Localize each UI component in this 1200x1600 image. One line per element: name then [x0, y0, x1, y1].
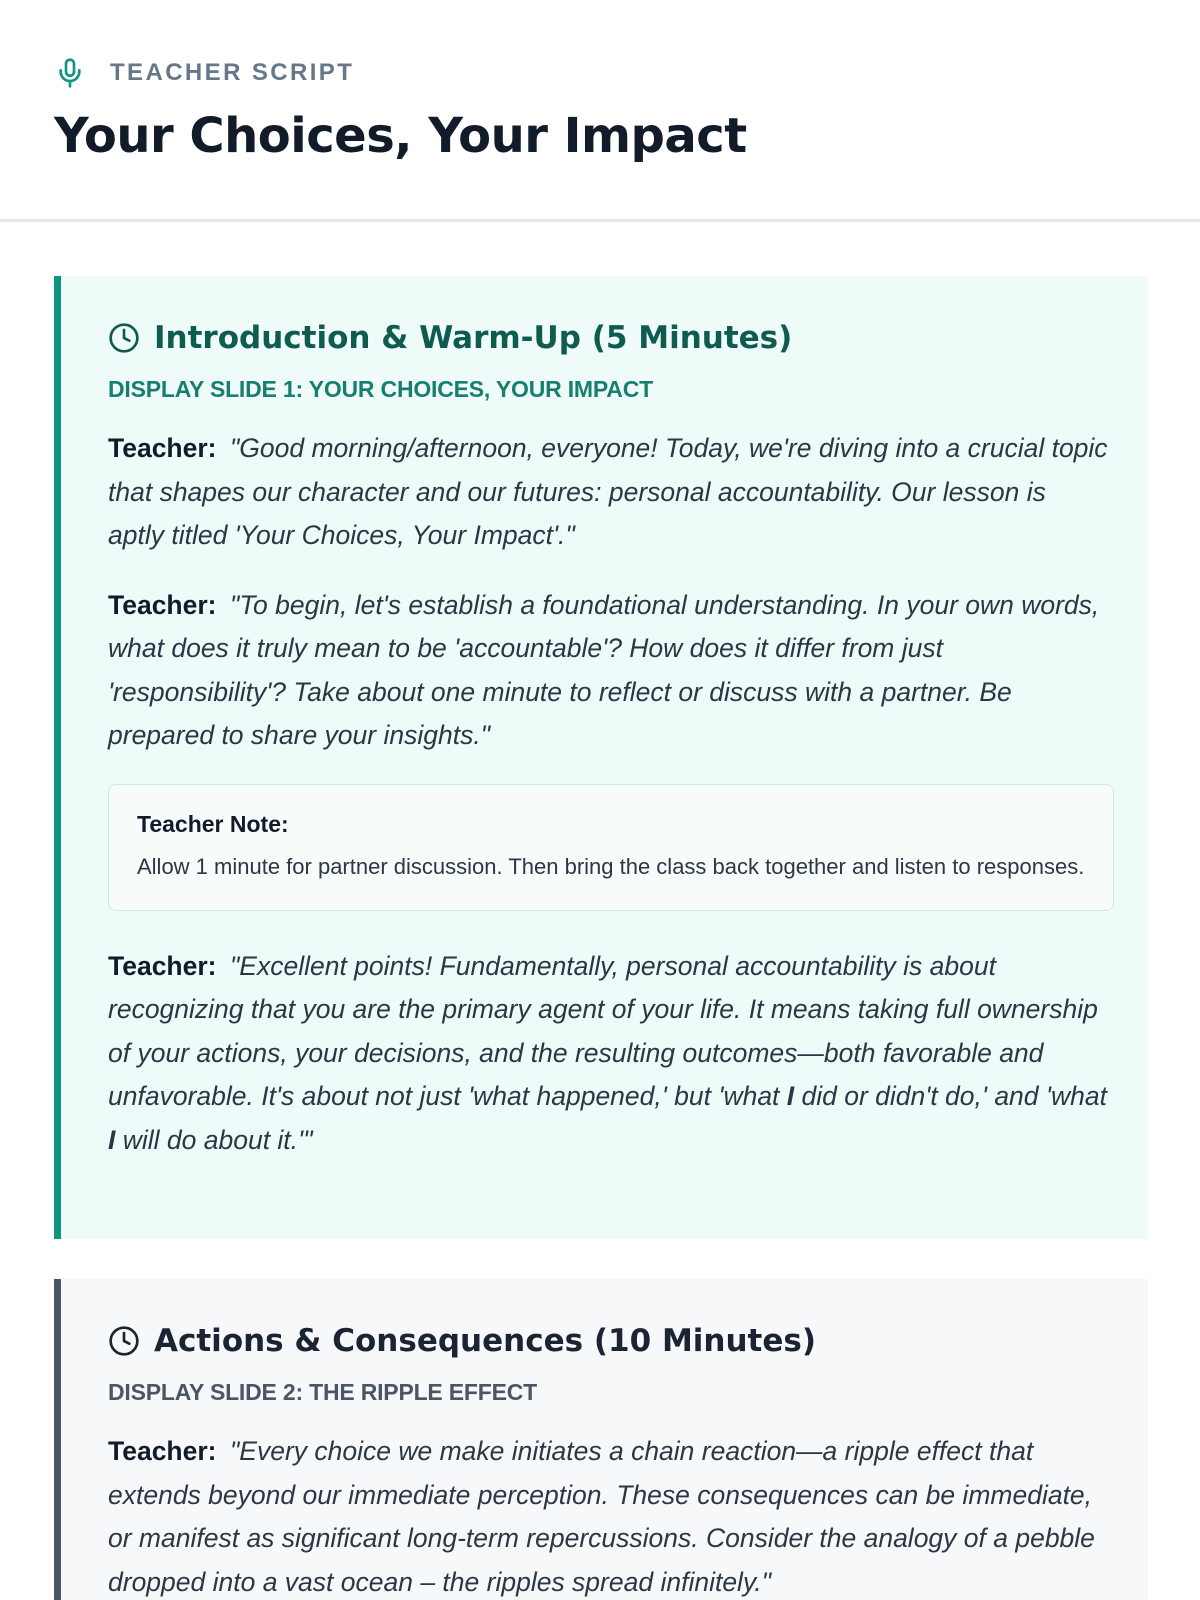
section-title: Introduction & Warm-Up (5 Minutes)	[154, 320, 793, 356]
section-actions-consequences	[54, 1279, 1148, 1600]
eyebrow-label: TEACHER SCRIPT	[110, 59, 355, 86]
eyebrow	[54, 58, 1146, 88]
emphasis: I	[786, 1081, 795, 1111]
slide-label: DISPLAY SLIDE 2: THE RIPPLE EFFECT	[108, 1379, 537, 1405]
script-paragraph	[108, 427, 1108, 558]
speaker-label: Teacher:	[108, 1436, 217, 1466]
speech-text: "Good morning/afternoon, everyone! Today, we're diving into a crucial topic that shapes our character and our futures: personal accountability. Our lesson is aptly titled 'Your Choices, Your Impact'."	[108, 433, 1108, 550]
clock-icon	[108, 1325, 140, 1357]
emphasis: I	[108, 1124, 116, 1155]
page-title: Your Choices, Your Impact	[54, 108, 747, 164]
section-header	[108, 318, 1108, 358]
script-paragraph	[108, 584, 1108, 758]
speaker-label: Teacher:	[108, 433, 217, 463]
section-header	[108, 1321, 1108, 1361]
speaker-label: Teacher:	[108, 589, 217, 620]
speech-text: "To begin, let's establish a foundational understanding. In your own words, what does it truly mean to be 'accountable'? How does it differ from just 'responsibility'? Take about one minute to reflect or discuss with a partner. Be prepared to share your insights."	[108, 589, 1100, 750]
clock-icon	[108, 322, 140, 354]
slide-label: DISPLAY SLIDE 1: YOUR CHOICES, YOUR IMPACT	[108, 376, 653, 402]
microphone-icon	[54, 57, 86, 89]
teacher-note-body: Allow 1 minute for partner discussion. Then bring the class back together and listen to responses.	[137, 853, 1085, 879]
speaker-label: Teacher:	[108, 950, 217, 981]
speech-text	[108, 951, 1107, 1155]
speech-fragment: did or didn't do,' and 'what	[794, 1081, 1107, 1111]
script-paragraph	[108, 945, 1108, 1163]
script-content	[0, 222, 1200, 1600]
speech-fragment: "Excellent points! Fundamentally, personal accountability is about recognizing that you are the primary agent of your life. It means taking full ownership of your actions, your decisions, and the resulting outcomes—both favorable and unfavorable. It's about not just 'what happened,' but 'what	[108, 950, 1098, 1111]
page-header	[0, 0, 1200, 222]
script-paragraph	[108, 1430, 1108, 1600]
speech-text: "Every choice we make initiates a chain reaction—a ripple effect that extends beyond our immediate perception. These consequences can be immediate, or manifest as significant long-term repercussions. Consider the analogy of a pebble dropped into a vast ocean – the ripples spread infinitely."	[108, 1436, 1095, 1597]
speech-fragment: will do about it.'"	[115, 1124, 313, 1155]
section-introduction	[54, 276, 1148, 1239]
section-title: Actions & Consequences (10 Minutes)	[154, 1323, 817, 1359]
teacher-note	[108, 784, 1114, 911]
teacher-note-title: Teacher Note:	[137, 810, 289, 837]
